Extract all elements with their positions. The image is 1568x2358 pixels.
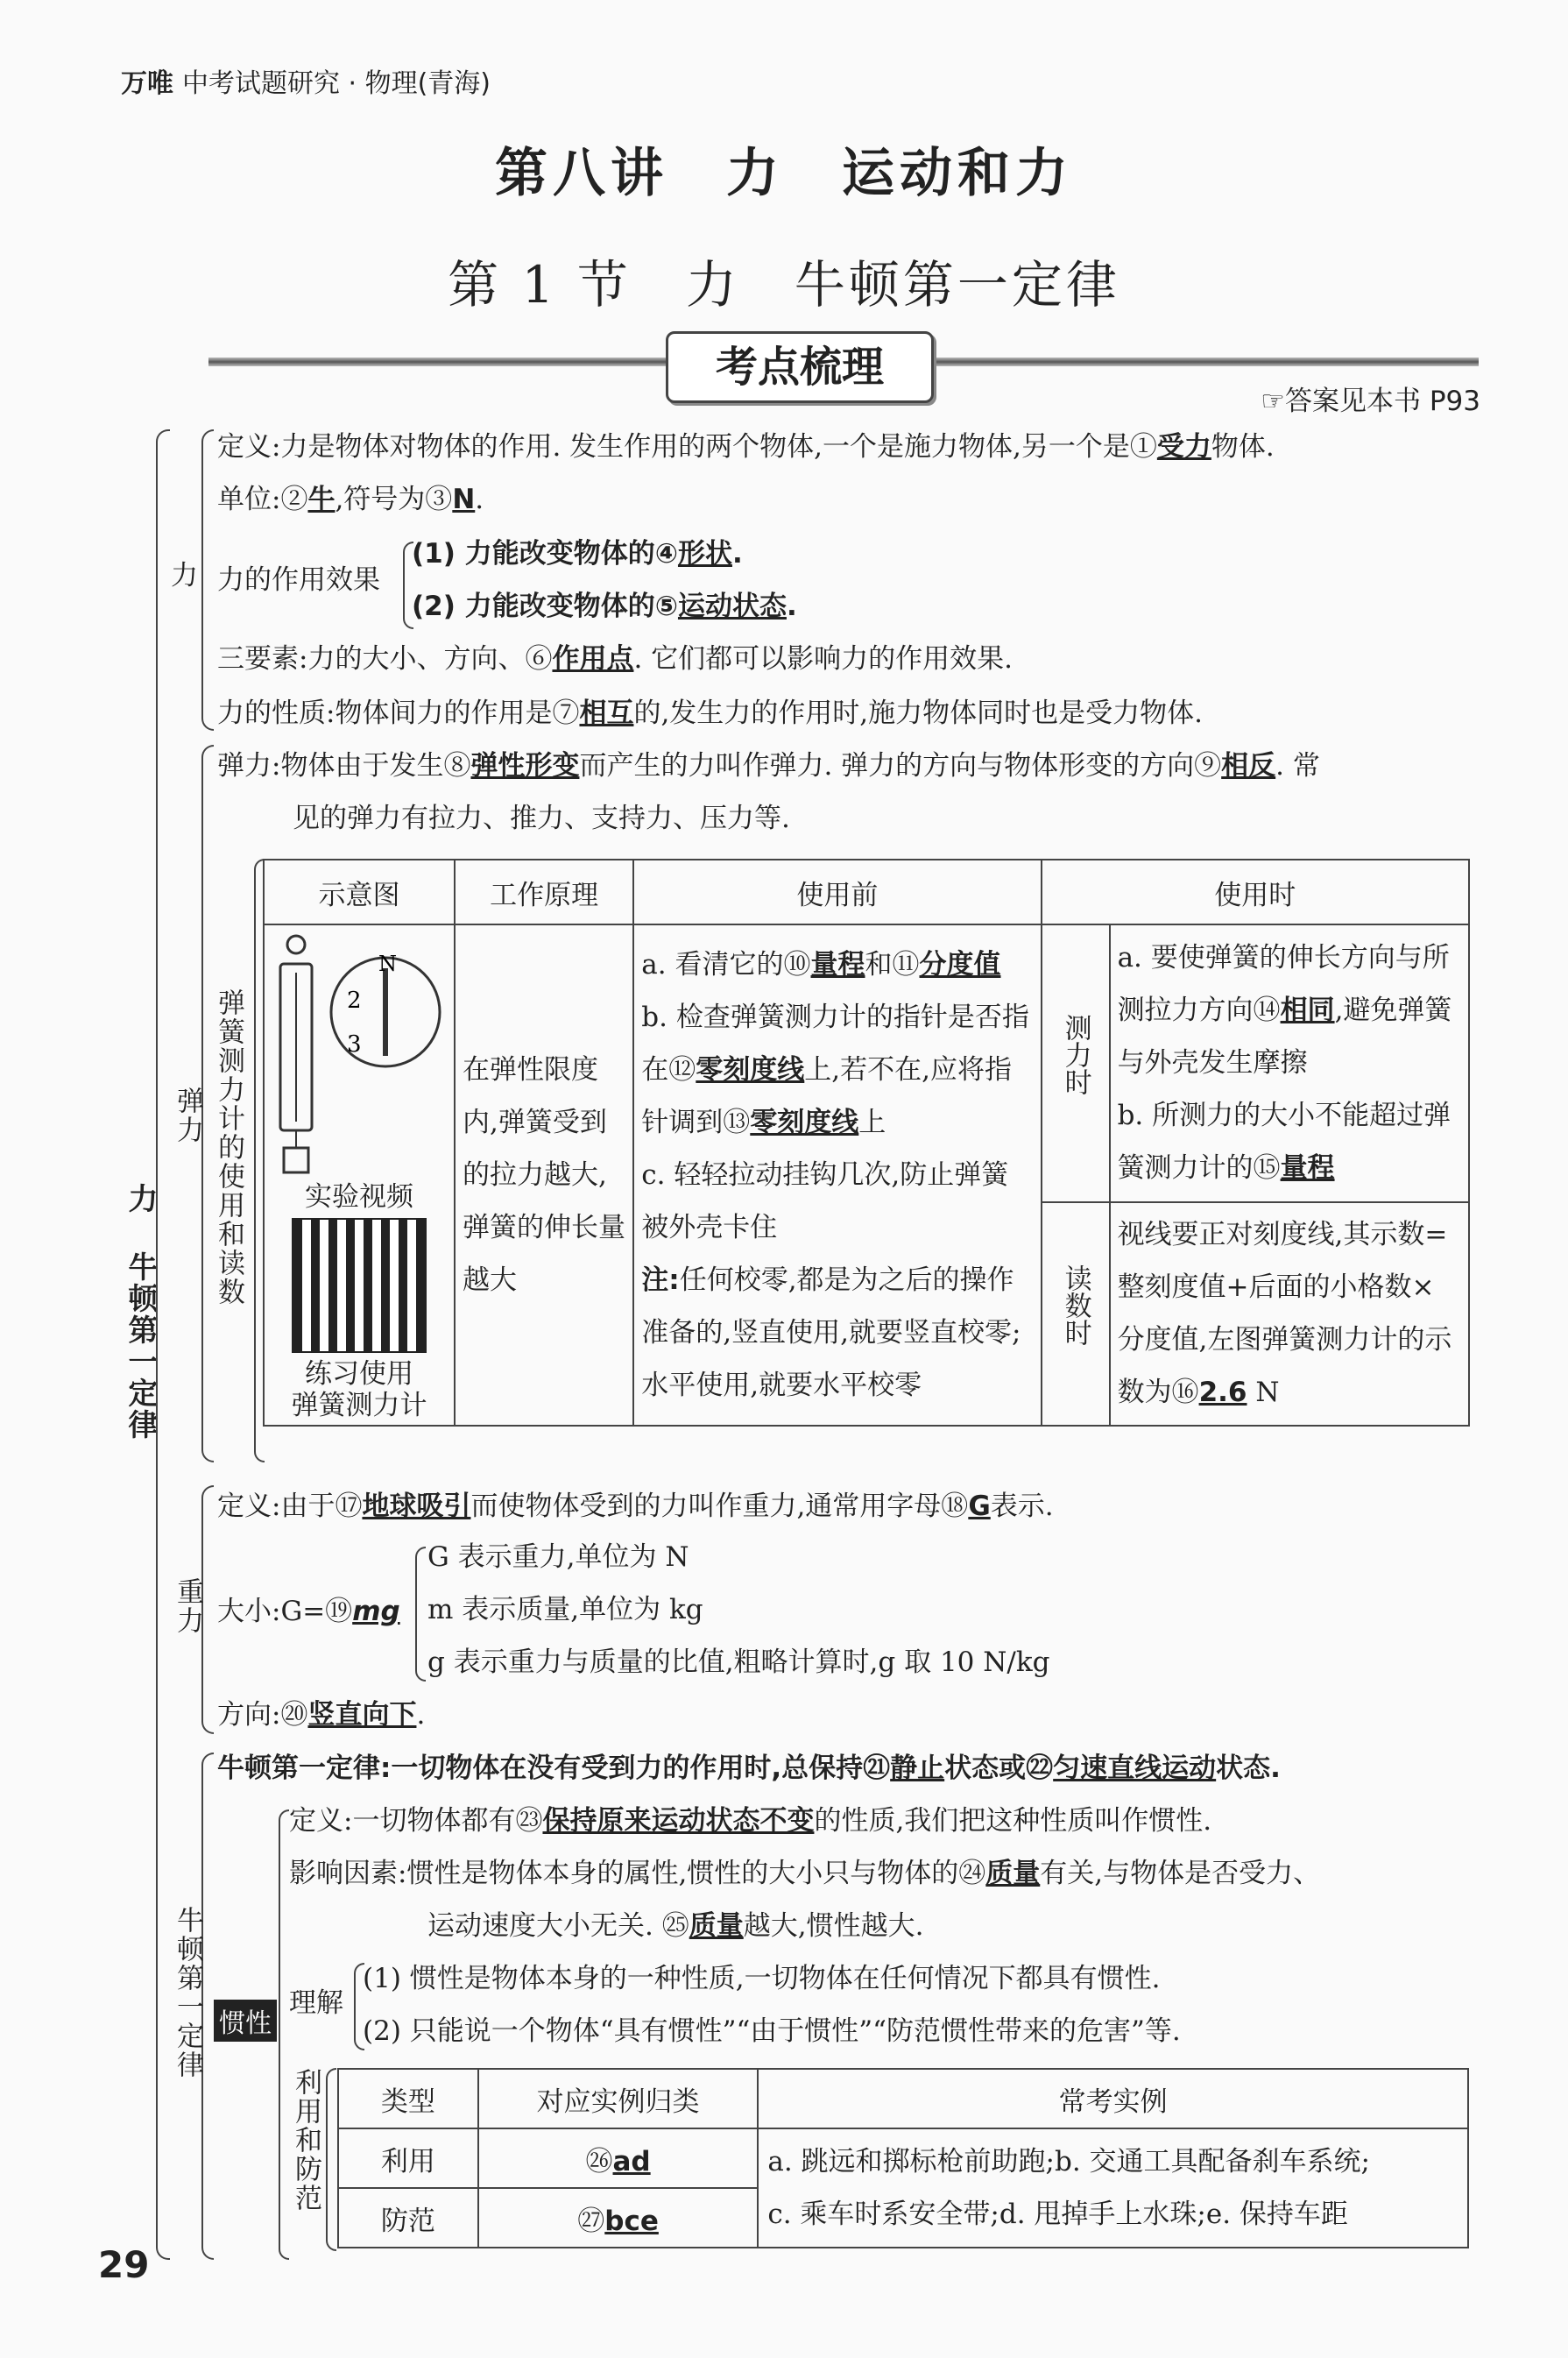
page-header	[121, 61, 491, 100]
page-number: 29	[98, 2243, 150, 2286]
spring-table	[263, 859, 1470, 1427]
row1-class: ㉖ad	[478, 2128, 759, 2188]
understand-label: 理解	[289, 1987, 343, 2019]
th-diagram: 示意图	[264, 860, 455, 924]
side-label: 力 牛顿第一定律	[123, 1183, 158, 1441]
spring-scale-figure	[272, 929, 447, 1174]
th-example: 常考实例	[758, 2069, 1468, 2128]
scale-3: 3	[347, 1031, 362, 1058]
effect-label: 力的作用效果	[217, 564, 380, 596]
gravity-size: 大小:G=⑲mg	[217, 1596, 400, 1627]
gravity-def: 定义:由于⑰地球吸引而使物体受到的力叫作重力,通常用字母⑱G表示.	[217, 1491, 1054, 1522]
elastic-def: 弹力:物体由于发生⑧弹性形变而产生的力叫作弹力. 弹力的方向与物体形变的方向⑨相反. 常	[217, 750, 1320, 782]
before-c: c. 轻轻拉动挂钩几次,防止弹簧被外壳卡住	[641, 1159, 1009, 1243]
example-2: c. 乘车时系安全带;d. 甩掉手上水珠;e. 保持车距	[767, 2199, 1348, 2230]
measure-b: b. 所测力的大小不能超过弹簧测力计的⑮量程	[1117, 1100, 1451, 1185]
banner-box: 考点梳理	[666, 331, 934, 403]
brand: 万唯	[121, 68, 173, 99]
read-label: 读数时	[1042, 1202, 1110, 1426]
gravity-g1: G 表示重力,单位为 N	[427, 1541, 689, 1573]
inertia-factor: 影响因素:惯性是物体本身的属性,惯性的大小只与物体的㉔质量有关,与物体是否受力、	[289, 1858, 1321, 1889]
example-1: a. 跳远和掷标枪前助跑;b. 交通工具配备刹车系统;	[767, 2146, 1370, 2177]
force-label: 力	[171, 560, 198, 591]
spring-label: 弹簧测力计的使用和读数	[213, 988, 244, 1306]
scale-n: N	[378, 952, 397, 976]
gravity-g3: g 表示重力与质量的比值,粗略计算时,g 取 10 N/kg	[427, 1646, 1050, 1678]
size-brace	[415, 1547, 426, 1682]
examples-cell	[758, 2128, 1468, 2248]
th-principle: 工作原理	[455, 860, 633, 924]
th-type: 类型	[338, 2069, 478, 2128]
video-label-2: 练习使用	[305, 1358, 413, 1390]
three-elements: 三要素:力的大小、方向、⑥作用点. 它们都可以影响力的作用效果.	[217, 643, 1014, 675]
row2-type: 防范	[338, 2188, 478, 2248]
th-class: 对应实例归类	[478, 2069, 759, 2128]
elastic-label: 弹力	[172, 1087, 203, 1144]
inertia-def: 定义:一切物体都有㉓保持原来运动状态不变的性质,我们把这种性质叫作惯性.	[289, 1805, 1212, 1837]
gravity-label: 重力	[172, 1577, 203, 1635]
elastic-def-2: 见的弹力有拉力、推力、支持力、压力等.	[293, 803, 790, 834]
measure-a: a. 要使弹簧的伸长方向与所测拉力方向⑭相同,避免弹簧与外壳发生摩擦	[1117, 942, 1452, 1080]
newton-label: 牛顿第一定律	[172, 1906, 203, 2079]
th-before: 使用前	[633, 860, 1041, 924]
newton-law: 牛顿第一定律:一切物体在没有受到力的作用时,总保持㉑静止状态或㉒匀速直线运动状态.	[217, 1753, 1281, 1784]
inertia-factor-2: 运动速度大小无关. ㉕质量越大,惯性越大.	[427, 1910, 924, 1942]
use-label: 利用和防范	[290, 2068, 321, 2213]
force-unit: 单位:②牛,符号为③N.	[217, 484, 484, 515]
gravity-dir: 方向:⑳竖直向下.	[217, 1699, 426, 1731]
before-cell	[633, 924, 1041, 1426]
qr-code[interactable]	[292, 1218, 427, 1353]
inertia-table	[337, 2068, 1469, 2248]
inertia-label: 惯性	[214, 2000, 277, 2042]
read-cell: 视线要正对刻度线,其示数=整刻度值+后面的小格数×分度值,左图弹簧测力计的示数为⑯2.6 N	[1110, 1202, 1469, 1426]
row1-type: 利用	[338, 2128, 478, 2188]
video-label: 实验视频	[305, 1181, 413, 1213]
row2-class: ㉗bce	[478, 2188, 759, 2248]
header-text: 中考试题研究 · 物理(青海)	[182, 68, 491, 99]
inertia-brace	[279, 1809, 289, 2260]
video-label-3: 弹簧测力计	[291, 1390, 427, 1421]
th-during: 使用时	[1042, 860, 1469, 924]
measure-label: 测力时	[1042, 924, 1110, 1202]
answer-ref: ☞答案见本书 P93	[1261, 386, 1480, 417]
chapter-title: 第八讲 力 运动和力	[495, 143, 1073, 204]
principle-cell: 在弹性限度内,弹簧受到的拉力越大,弹簧的伸长量越大	[455, 924, 633, 1426]
section-title: 第 1 节 力 牛顿第一定律	[448, 255, 1120, 315]
measure-cell	[1110, 924, 1469, 1202]
force-brace	[201, 429, 214, 731]
effect-1: (1) 力能改变物体的④形状.	[412, 538, 743, 570]
understand-1: (1) 惯性是物体本身的一种性质,一切物体在任何情况下都具有惯性.	[363, 1963, 1161, 1994]
before-a: a. 看清它的⑩量程和⑪分度值	[641, 949, 1001, 981]
before-b: b. 检查弹簧测力计的指针是否指在⑫零刻度线上,若不在,应将指针调到⑬零刻度线上	[641, 1002, 1029, 1138]
before-note: 注:任何校零,都是为之后的操作准备的,竖直使用,就要竖直校零;水平使用,就要水平校零	[641, 1264, 1021, 1401]
force-nature: 力的性质:物体间力的作用是⑦相互的,发生力的作用时,施力物体同时也是受力物体.	[217, 697, 1204, 729]
force-def: 定义:力是物体对物体的作用. 发生作用的两个物体,一个是施力物体,另一个是①受力物体.	[217, 431, 1275, 463]
effect-2: (2) 力能改变物体的⑤运动状态.	[412, 591, 797, 622]
gravity-g2: m 表示质量,单位为 kg	[427, 1594, 703, 1625]
diagram-cell	[264, 924, 455, 1426]
scale-2: 2	[347, 988, 362, 1014]
understand-2: (2) 只能说一个物体“具有惯性”“由于惯性”“防范惯性带来的危害”等.	[363, 2015, 1181, 2047]
use-brace	[326, 2068, 336, 2251]
